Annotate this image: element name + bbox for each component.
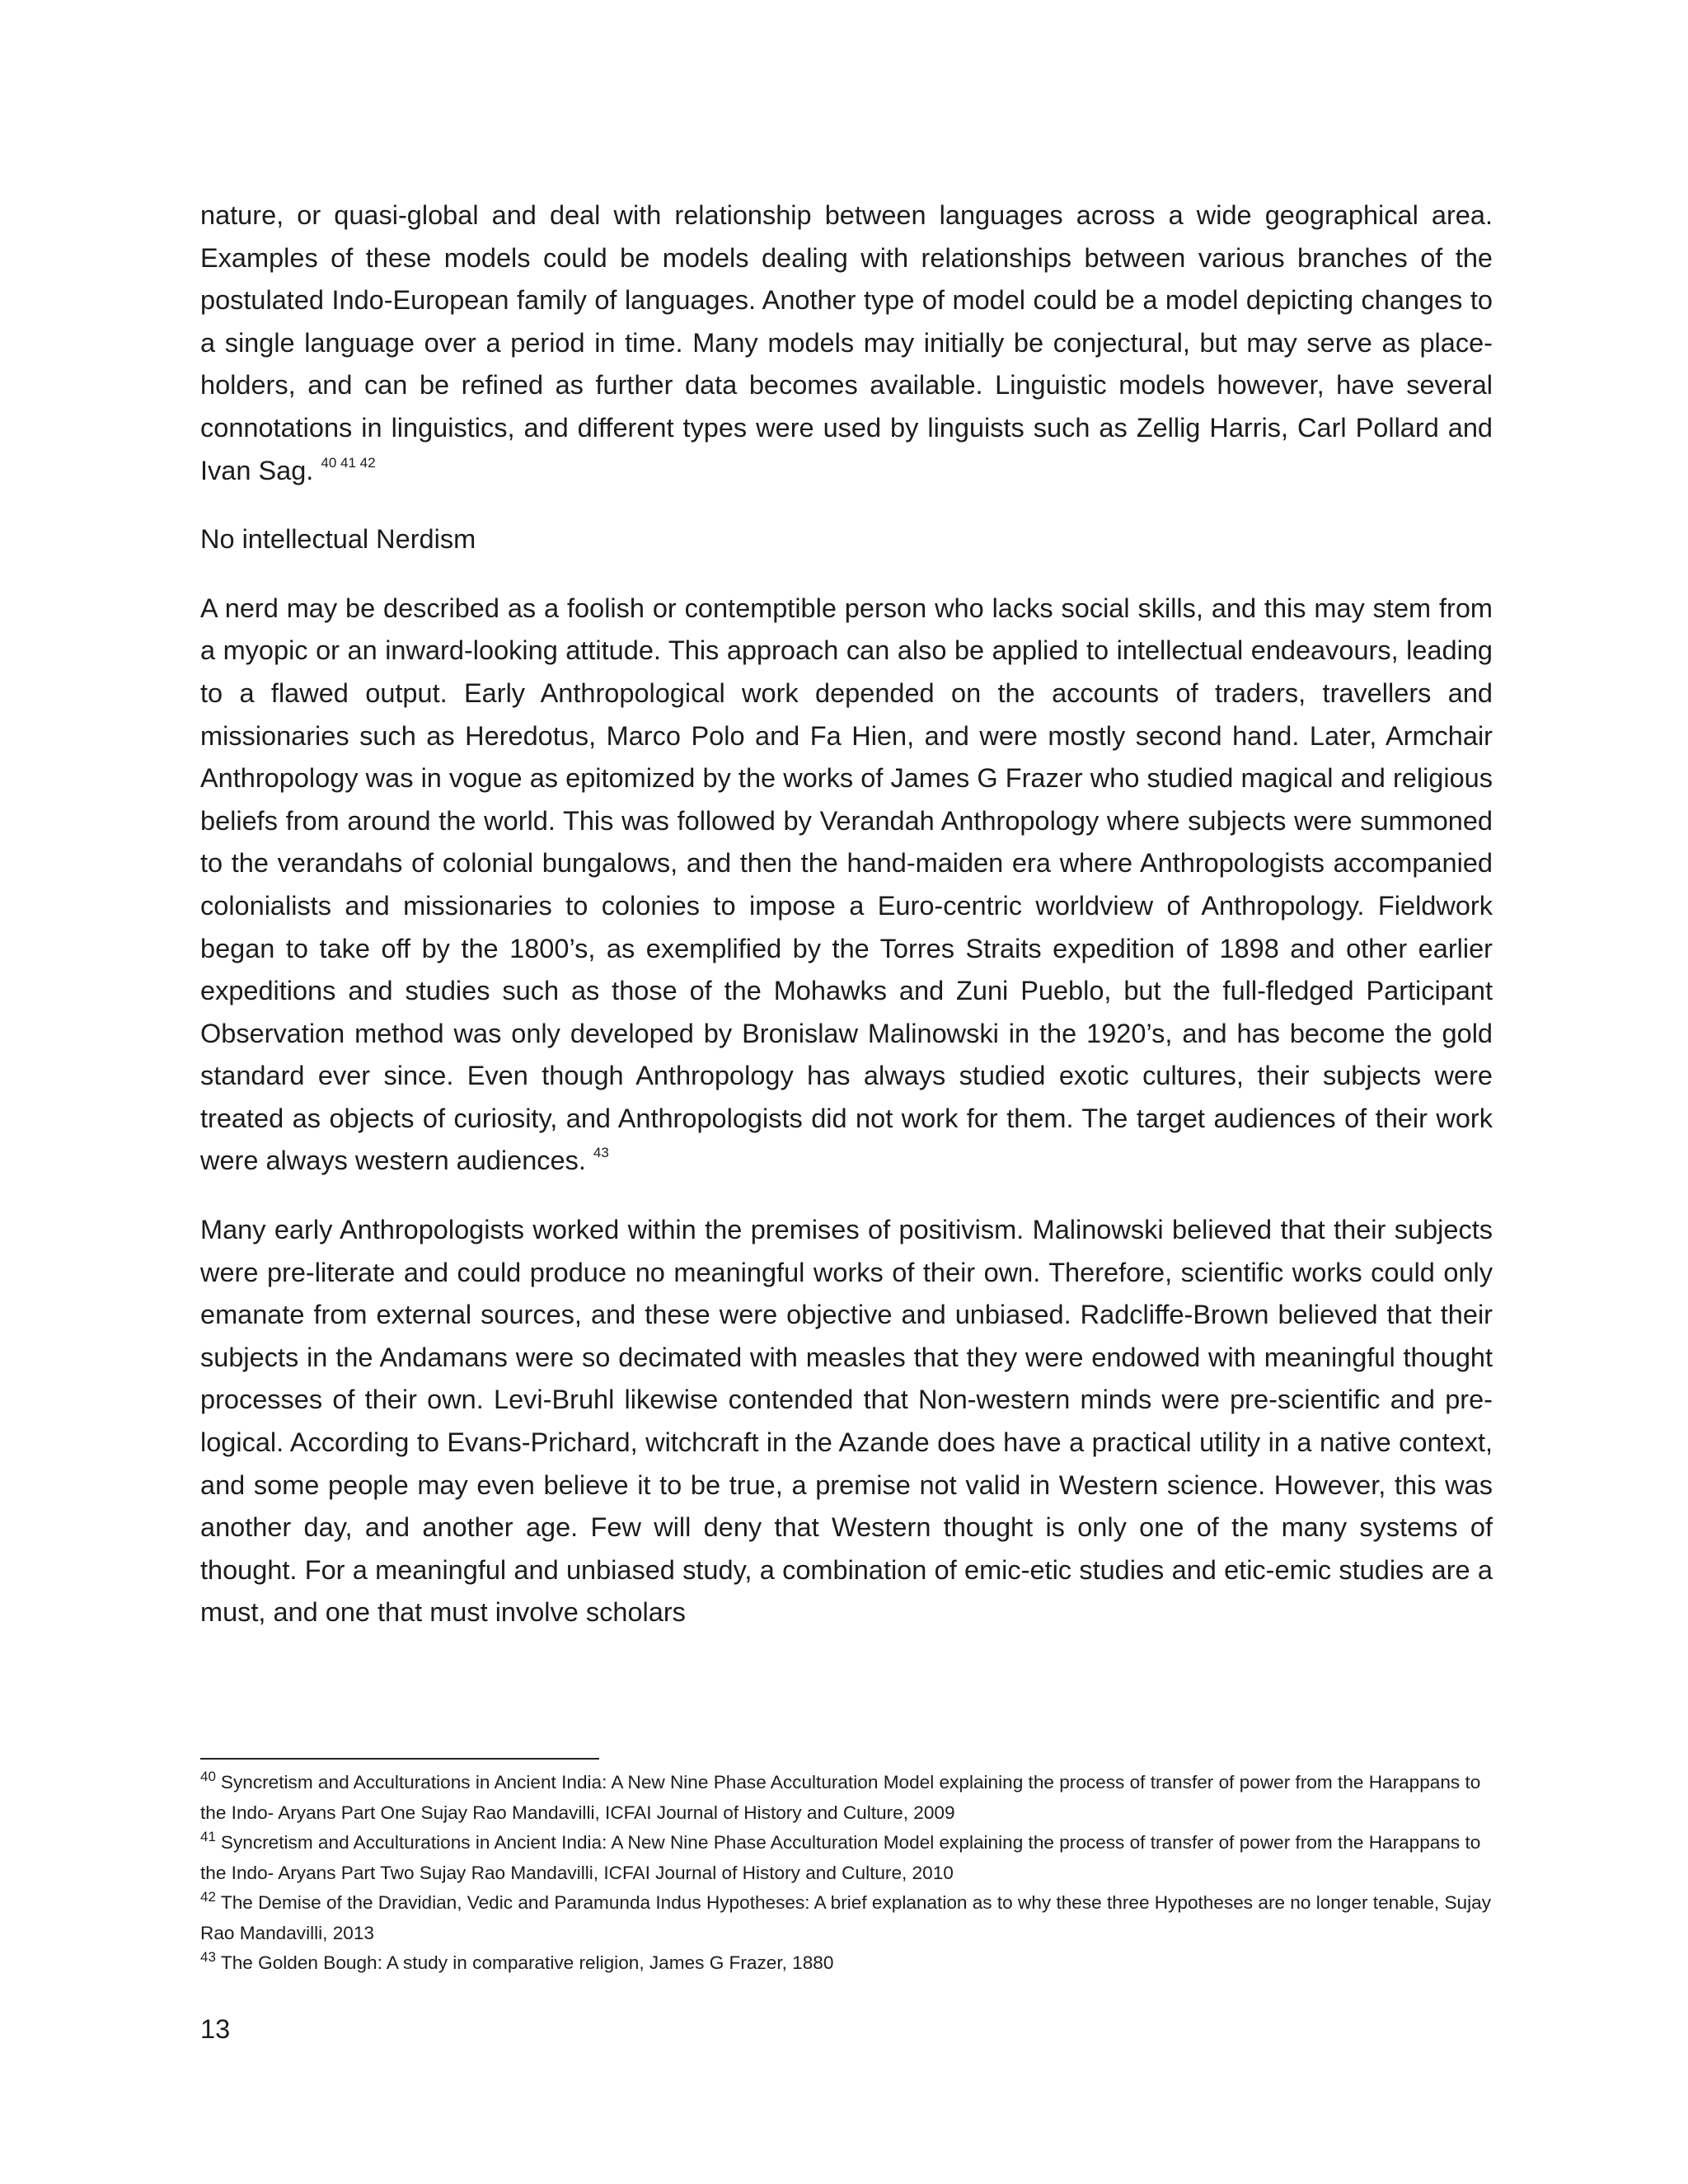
footnotes-section [200, 1768, 1493, 1979]
paragraph-text: Many early Anthropologists worked within the premises of positivism. Malinowski believed that their subjects were pre-literate and could produce no meaningful works of their own. Therefore, scientific works could only emanate from external sources, and these were objective and unbiased. Radcliffe-Brown believed that their subjects in the Andamans were so decimated with measles that they were endowed with meaningful thought processes of their own. Levi-Bruhl likewise contended that Non-western minds were pre-scientific and pre-logical. According to Evans-Prichard, witchcraft in the Azande does have a practical utility in a native context, and some people may even believe it to be true, a premise not valid in Western science. However, this was another day, and another age. Few will deny that Western thought is only one of the many systems of thought. For a meaningful and unbiased study, a combination of emic-etic studies and etic-emic studies are a must, and one that must involve scholars [200, 1215, 1493, 1628]
footnote-text: Syncretism and Acculturations in Ancient India: A New Nine Phase Acculturation Model explaining the process of transfer of power from the Harappans to the Indo- Aryans Part Two Sujay Rao Mandavilli, ICFAI Journal of History and Culture, 2010 [200, 1832, 1481, 1883]
document-body [200, 194, 1493, 1634]
page-number: 13 [200, 2014, 231, 2044]
footnote-item [200, 1828, 1493, 1888]
footnote-separator [200, 1758, 599, 1760]
footnote-number: 40 [200, 1769, 216, 1784]
footnote-item [200, 1768, 1493, 1828]
footnote-item [200, 1888, 1493, 1948]
footnote-number: 42 [200, 1889, 216, 1905]
body-paragraph [200, 194, 1493, 492]
footnote-text: The Demise of the Dravidian, Vedic and Paramunda Indus Hypotheses: A brief explanation as to why these three Hypotheses are no longer tenable, Sujay Rao Mandavilli, 2013 [200, 1892, 1491, 1943]
footnote-number: 43 [200, 1949, 216, 1965]
footnote-number: 41 [200, 1829, 216, 1844]
footnote-item [200, 1948, 1493, 1979]
footnote-reference: 43 [593, 1145, 609, 1161]
footnote-reference: 40 41 42 [321, 454, 376, 471]
section-heading: No intellectual Nerdism [200, 524, 476, 555]
paragraph-text: A nerd may be described as a foolish or contemptible person who lacks social skills, and this may stem from a myopic or an inward-looking attitude. This approach can also be applied to intellectual endeavours, leading to a flawed output. Early Anthropological work depended on the accounts of traders, travellers and missionaries such as Heredotus, Marco Polo and Fa Hien, and were mostly second hand. Later, Armchair Anthropology was in vogue as epitomized by the works of James G Frazer who studied magical and religious beliefs from around the world. This was followed by Verandah Anthropology where subjects were summoned to the verandahs of colonial bungalows, and then the hand-maiden era where Anthropologists accompanied colonialists and missionaries to colonies to impose a Euro-centric worldview of Anthropology. Fieldwork began to take off by the 1800’s, as exemplified by the Torres Straits expedition of 1898 and other earlier expeditions and studies such as those of the Mohawks and Zuni Pueblo, but the full-fledged Participant Observation method was only developed by Bronislaw Malinowski in the 1920’s, and has become the gold standard ever since. Even though Anthropology has always studied exotic cultures, their subjects were treated as objects of curiosity, and Anthropologists did not work for them. The target audiences of their work were always western audiences. [200, 593, 1493, 1176]
footnote-text: The Golden Bough: A study in comparative religion, James G Frazer, 1880 [220, 1952, 834, 1973]
body-paragraph [200, 1209, 1493, 1634]
footnote-text: Syncretism and Acculturations in Ancient India: A New Nine Phase Acculturation Model explaining the process of transfer of power from the Harappans to the Indo- Aryans Part One Sujay Rao Mandavilli, ICFAI Journal of History and Culture, 2009 [200, 1772, 1481, 1823]
body-paragraph [200, 588, 1493, 1183]
paragraph-text: nature, or quasi-global and deal with relationship between languages across a wide geographical area. Examples of these models could be models dealing with relationships between various branches of the postulated Indo-European family of languages. Another type of model could be a model depicting changes to a single language over a period in time. Many models may initially be conjectural, but may serve as place-holders, and can be refined as further data becomes available. Linguistic models however, have several connotations in linguistics, and different types were used by linguists such as Zellig Harris, Carl Pollard and Ivan Sag. [200, 200, 1493, 485]
